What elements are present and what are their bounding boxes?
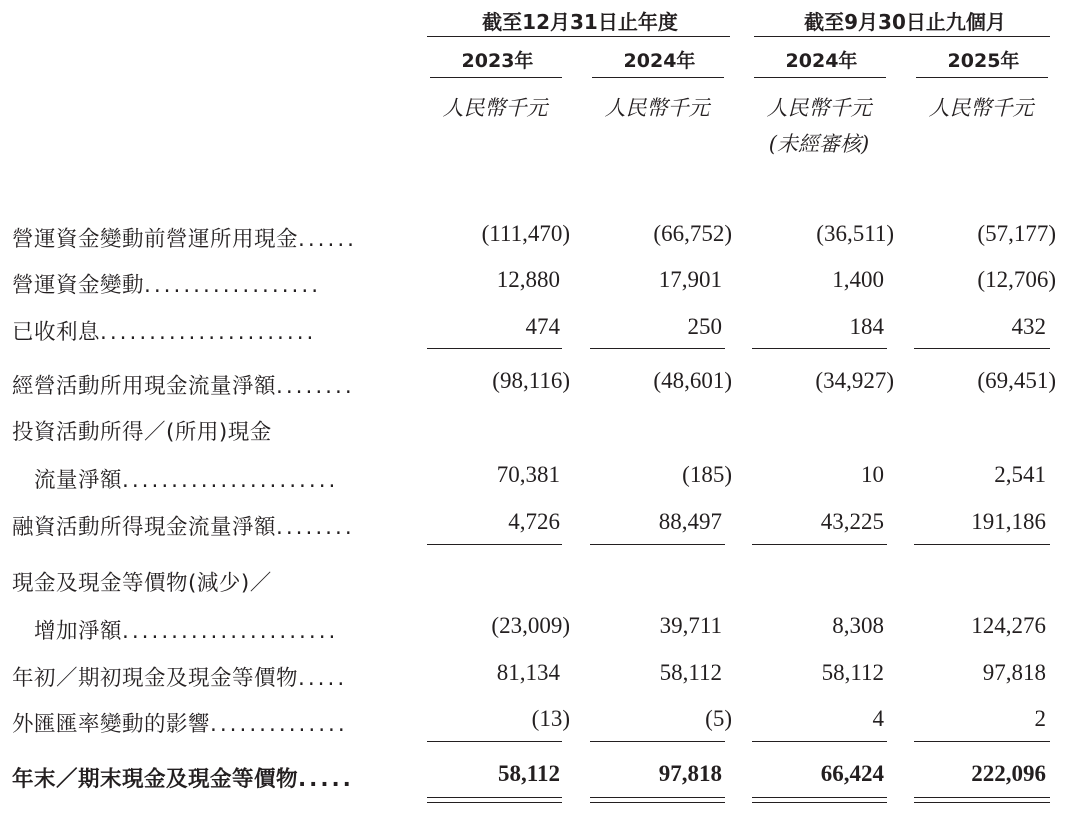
column-year-2024-full: 2024年	[623, 50, 696, 72]
total-value: 222,096	[971, 761, 1046, 786]
row-label: 流量淨額......................	[34, 468, 339, 493]
cell-value: 1,400	[832, 267, 884, 292]
total-double-rule	[427, 797, 562, 803]
unit-label-1: 人民幣千元	[442, 96, 548, 120]
total-value: 97,818	[658, 761, 722, 786]
cell-value: (5)	[705, 706, 732, 731]
cell-value: (66,752)	[653, 221, 732, 246]
total-double-rule	[914, 797, 1050, 803]
subtotal-rule	[590, 348, 725, 349]
cell-value: (69,451)	[977, 368, 1056, 393]
row-label: 已收利息......................	[12, 320, 317, 345]
cell-value: (48,601)	[653, 368, 732, 393]
total-value: 66,424	[820, 761, 884, 786]
subtotal-rule	[752, 544, 887, 545]
unit-label-4: 人民幣千元	[928, 96, 1034, 120]
cell-value: 191,186	[971, 509, 1046, 534]
cell-value: 474	[525, 314, 560, 339]
column-year-2024-nine: 2024年	[785, 50, 858, 72]
year-rule-2	[592, 77, 724, 78]
cell-value: 2,541	[994, 462, 1046, 487]
cell-value: 250	[687, 314, 722, 339]
total-double-rule	[590, 797, 725, 803]
cell-value: 58,112	[659, 660, 722, 685]
cell-value: (185)	[682, 462, 732, 487]
subtotal-rule	[590, 544, 725, 545]
subtotal-rule	[427, 544, 562, 545]
cell-value: 88,497	[658, 509, 722, 534]
subtotal-rule	[914, 544, 1050, 545]
cell-value: 39,711	[659, 613, 722, 638]
row-label: 年初／期初現金及現金等價物.....	[12, 666, 348, 691]
subtotal-rule	[914, 741, 1050, 742]
year-rule-3	[754, 77, 886, 78]
group-rule-nine-months	[754, 36, 1050, 37]
cell-value: (34,927)	[815, 368, 894, 393]
cell-value: 10	[861, 462, 884, 487]
year-rule-1	[430, 77, 562, 78]
cell-value: (23,009)	[491, 613, 570, 638]
period-group-year-end: 截至12月31日止年度	[482, 10, 678, 34]
row-label: 增加淨額......................	[34, 619, 339, 644]
cell-value: 70,381	[496, 462, 560, 487]
cell-value: 124,276	[971, 613, 1046, 638]
column-year-2023: 2023年	[461, 50, 534, 72]
cell-value: 81,134	[496, 660, 560, 685]
cell-value: 58,112	[821, 660, 884, 685]
total-value: 58,112	[498, 761, 560, 786]
row-label: 融資活動所得現金流量淨額........	[12, 515, 355, 540]
cell-value: (12,706)	[977, 267, 1056, 292]
subtotal-rule	[752, 348, 887, 349]
unit-label-2: 人民幣千元	[604, 96, 710, 120]
period-group-nine-months: 截至9月30日止九個月	[804, 10, 1006, 34]
row-label: 經營活動所用現金流量淨額........	[12, 374, 355, 399]
subtotal-rule	[752, 741, 887, 742]
cell-value: 184	[849, 314, 884, 339]
subtotal-rule	[590, 741, 725, 742]
subtotal-rule	[427, 348, 562, 349]
row-label: 投資活動所得／(所用)現金	[12, 420, 272, 445]
cell-value: 97,818	[982, 660, 1046, 685]
cell-value: (111,470)	[481, 221, 570, 246]
subtotal-rule	[427, 741, 562, 742]
column-year-2025: 2025年	[947, 50, 1020, 72]
total-double-rule	[752, 797, 887, 803]
row-label: 營運資金變動..................	[12, 273, 322, 298]
cell-value: (98,116)	[492, 368, 570, 393]
cell-value: 2	[1034, 706, 1046, 731]
cell-value: 8,308	[832, 613, 884, 638]
row-label: 外匯匯率變動的影響..............	[12, 712, 348, 737]
cell-value: 4	[872, 706, 884, 731]
total-row-label: 年末／期末現金及現金等價物.....	[12, 767, 354, 792]
year-rule-4	[916, 77, 1048, 78]
group-rule-year-end	[427, 36, 730, 37]
row-label: 現金及現金等價物(減少)／	[12, 571, 272, 596]
cell-value: 17,901	[658, 267, 722, 292]
row-label: 營運資金變動前營運所用現金......	[12, 227, 358, 252]
cell-value: 432	[1011, 314, 1046, 339]
cell-value: (13)	[531, 706, 570, 731]
cell-value: 4,726	[508, 509, 560, 534]
subtotal-rule	[914, 348, 1050, 349]
cell-value: 43,225	[820, 509, 884, 534]
cell-value: 12,880	[496, 267, 560, 292]
cell-value: (36,511)	[816, 221, 894, 246]
unit-label-3: 人民幣千元	[766, 96, 872, 120]
cell-value: (57,177)	[977, 221, 1056, 246]
unaudited-note: (未經審核)	[768, 132, 870, 156]
